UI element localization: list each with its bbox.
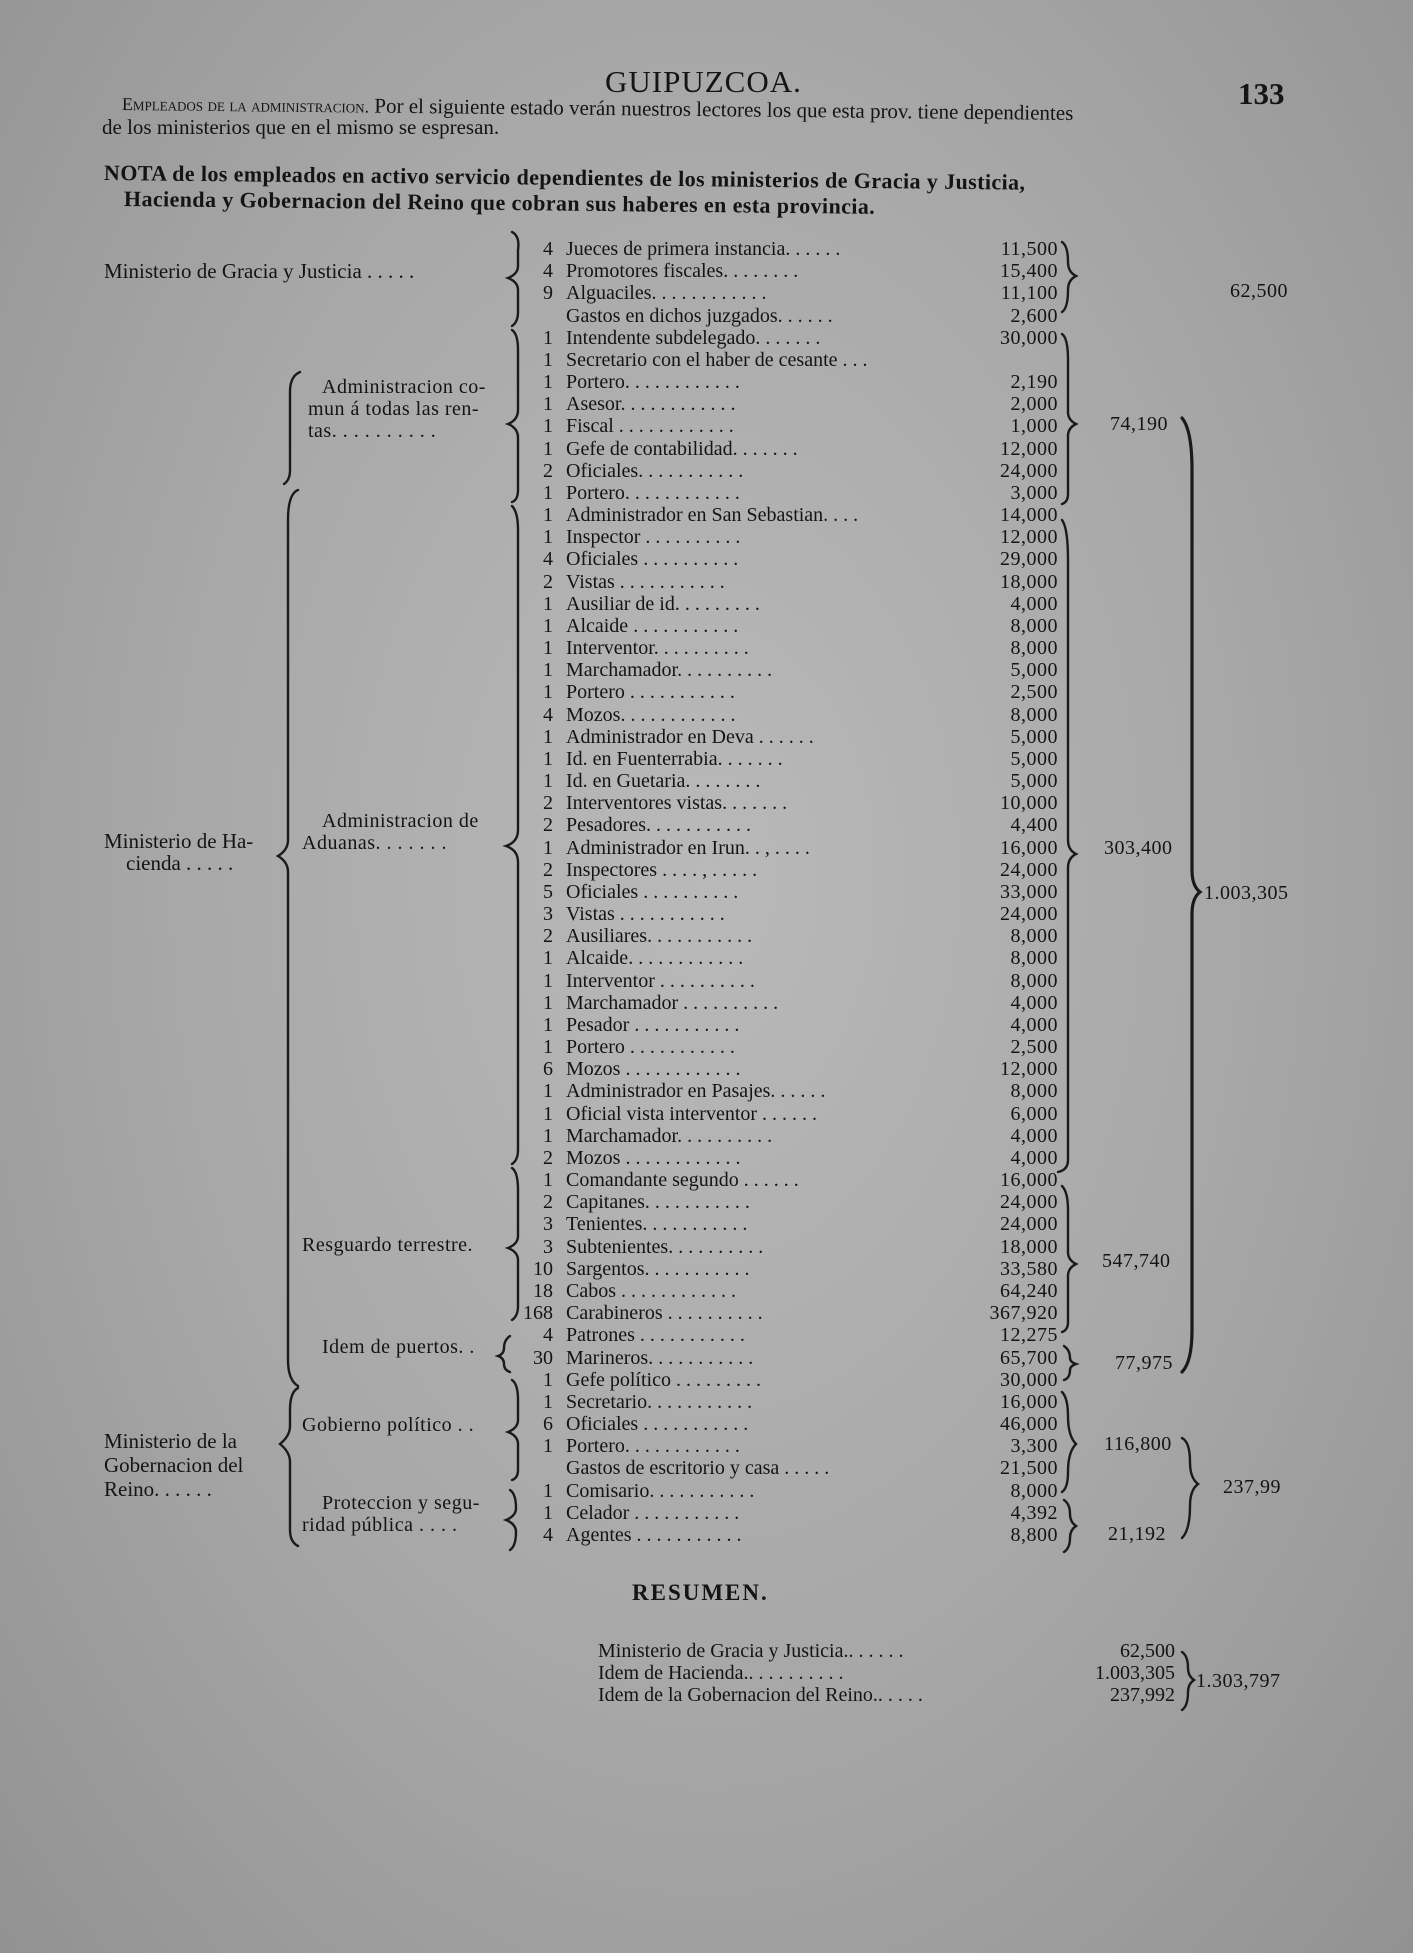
row-count: 5 [543, 880, 553, 903]
row-count: 2 [543, 792, 553, 815]
row-description: Fiscal . . . . . . . . . . . . [566, 415, 734, 438]
row-amount: 5,000 [1010, 770, 1058, 793]
row-amount: 5,000 [1010, 725, 1058, 748]
row-amount: 8,000 [1010, 637, 1058, 660]
row-amount: 12,000 [1000, 437, 1058, 460]
row-amount: 367,920 [989, 1302, 1058, 1325]
row-description: Oficiales . . . . . . . . . . . [566, 1413, 749, 1435]
row-count: 30 [533, 1346, 553, 1369]
subcat-proteccion-1: Proteccion y segu- [322, 1492, 480, 1514]
row-count: 6 [543, 1413, 553, 1435]
row-description: Inspector . . . . . . . . . . [566, 526, 741, 549]
row-description: Marchamador. . . . . . . . . . [566, 659, 773, 682]
row-count: 1 [543, 1390, 553, 1413]
row-count: 1 [543, 526, 553, 549]
row-count: 1 [543, 770, 553, 793]
row-count: 1 [543, 1102, 553, 1125]
row-amount: 3,300 [1010, 1435, 1058, 1458]
intro-text: Por el siguiente estado verán nuestros lectores los que esta prov. tiene dependientes [374, 93, 1074, 125]
brace-aduanas-right [1058, 520, 1076, 1172]
resumen-amount: 1.003,305 [1095, 1662, 1175, 1684]
row-count: 3 [543, 903, 553, 926]
row-count: 2 [543, 1191, 553, 1214]
row-amount: 24,000 [1000, 858, 1058, 881]
row-description: Marchamador . . . . . . . . . . [566, 991, 779, 1014]
resumen-heading: RESUMEN. [632, 1580, 769, 1605]
subtotal-puertos: 77,975 [1115, 1352, 1173, 1374]
subcat-admin-comun-2: mun á todas las ren- [308, 398, 480, 420]
row-count: 4 [543, 1523, 553, 1546]
row-description: Vistas . . . . . . . . . . . [566, 903, 725, 926]
row-count: 2 [543, 459, 553, 482]
row-amount: 24,000 [1000, 903, 1058, 926]
row-description: Mozos . . . . . . . . . . . . [566, 1146, 741, 1169]
resumen-amount: 237,992 [1110, 1684, 1175, 1706]
row-description: Administrador en San Sebastian. . . . [566, 504, 859, 527]
row-description: Oficiales . . . . . . . . . . [566, 880, 739, 903]
row-description: Alcaide . . . . . . . . . . . [566, 614, 739, 637]
row-description: Gefe de contabilidad. . . . . . . [566, 437, 798, 460]
row-amount: 8,800 [1010, 1523, 1058, 1546]
brace-puertos-right [1064, 1346, 1076, 1380]
row-description: Carabineros . . . . . . . . . . [566, 1302, 763, 1325]
row-amount: 24,000 [1000, 459, 1058, 482]
row-count: 1 [543, 614, 553, 637]
row-count: 1 [543, 747, 553, 770]
row-description: Pesadores. . . . . . . . . . . [566, 814, 751, 837]
row-amount: 12,000 [1000, 526, 1058, 549]
row-description: Marineros. . . . . . . . . . . [566, 1346, 754, 1369]
resumen-description: Ministerio de Gracia y Justicia.. . . . . . [598, 1640, 904, 1662]
row-description: Agentes . . . . . . . . . . . [566, 1523, 742, 1546]
row-count: 1 [543, 1479, 553, 1502]
row-amount: 29,000 [1000, 548, 1058, 571]
row-description: Oficiales . . . . . . . . . . [566, 548, 739, 571]
row-description: Subtenientes. . . . . . . . . . [566, 1235, 764, 1258]
subcat-gobierno-politico: Gobierno político . . [302, 1414, 475, 1436]
row-description: Marchamador. . . . . . . . . . [566, 1124, 773, 1147]
page-number: 133 [1238, 76, 1285, 111]
row-amount: 24,000 [1000, 1191, 1058, 1214]
row-amount: 8,000 [1010, 614, 1058, 637]
row-count: 2 [543, 570, 553, 593]
brace-admin-comun-sub [284, 372, 300, 484]
row-description: Interventor . . . . . . . . . . [566, 969, 755, 992]
row-description: Celador . . . . . . . . . . . [566, 1501, 740, 1524]
row-description: Gastos de escritorio y casa . . . . . [566, 1457, 830, 1480]
row-count: 9 [543, 282, 553, 305]
row-count: 1 [543, 991, 553, 1014]
category-hacienda-2: cienda . . . . . [126, 851, 234, 875]
brace-admin-comun-right [1062, 334, 1076, 504]
row-amount: 21,500 [1000, 1457, 1058, 1480]
category-gracia: Ministerio de Gracia y Justicia . . . . . [104, 259, 415, 283]
row-count: 1 [543, 415, 553, 438]
row-amount: 64,240 [1000, 1279, 1058, 1302]
row-description: Comandante segundo . . . . . . [566, 1169, 799, 1192]
brace-gobernacion-total [1182, 1438, 1198, 1538]
row-count: 1 [543, 836, 553, 859]
row-description: Secretario con el haber de cesante . . . [566, 348, 868, 371]
row-amount: 65,700 [1000, 1346, 1058, 1369]
row-count: 1 [543, 437, 553, 460]
page-title: GUIPUZCOA. [605, 64, 802, 99]
subcat-resguardo: Resguardo terrestre. [302, 1234, 474, 1256]
row-description: Gastos en dichos juzgados. . . . . . [566, 304, 833, 327]
brace-gobierno-right [1062, 1392, 1076, 1492]
row-amount: 10,000 [1000, 792, 1058, 815]
row-count: 10 [533, 1257, 553, 1280]
row-amount: 5,000 [1010, 659, 1058, 682]
row-count: 4 [543, 260, 553, 283]
brace-admin-comun-left [508, 330, 518, 502]
subtotal-aduanas: 303,400 [1104, 837, 1173, 859]
row-amount: 24,000 [1000, 1213, 1058, 1236]
row-description: Portero . . . . . . . . . . . [566, 681, 735, 704]
row-description: Administrador en Irun. . , . . . . [566, 836, 810, 859]
row-amount: 4,000 [1010, 1146, 1058, 1169]
row-count: 3 [543, 1213, 553, 1236]
row-description: Alcaide. . . . . . . . . . . . [566, 947, 744, 970]
row-count: 6 [543, 1058, 553, 1081]
row-amount: 12,275 [1000, 1324, 1058, 1347]
row-amount: 8,000 [1010, 969, 1058, 992]
row-count: 1 [543, 504, 553, 527]
row-description: Id. en Guetaria. . . . . . . . [566, 770, 761, 793]
row-count: 4 [543, 1324, 553, 1347]
category-hacienda-1: Ministerio de Ha- [104, 829, 254, 853]
row-amount: 30,000 [1000, 1368, 1058, 1391]
row-description: Portero. . . . . . . . . . . . [566, 1435, 740, 1458]
intro-lead: Empleados de la administracion. [121, 94, 370, 117]
row-amount: 16,000 [1000, 836, 1058, 859]
row-amount: 18,000 [1000, 1235, 1058, 1258]
row-description: Patrones . . . . . . . . . . . [566, 1324, 745, 1347]
subtotal-gracia: 62,500 [1230, 280, 1288, 302]
resumen-description: Idem de Hacienda.. . . . . . . . . . [598, 1662, 844, 1684]
row-amount: 4,000 [1010, 592, 1058, 615]
row-description: Vistas . . . . . . . . . . . [566, 570, 725, 593]
row-description: Interventores vistas. . . . . . . [566, 792, 788, 815]
row-amount: 8,000 [1010, 703, 1058, 726]
row-count: 168 [523, 1302, 553, 1325]
intro-line-2: de los ministerios que en el mismo se espresan. [102, 115, 500, 139]
row-amount: 4,000 [1010, 1013, 1058, 1036]
row-amount: 8,000 [1010, 947, 1058, 970]
row-amount: 16,000 [1000, 1169, 1058, 1192]
row-amount: 1,000 [1010, 415, 1058, 438]
subtotal-gobierno-politico: 116,800 [1104, 1433, 1172, 1455]
row-amount: 33,000 [1000, 880, 1058, 903]
row-amount: 11,500 [1000, 238, 1058, 260]
row-description: Pesador . . . . . . . . . . . [566, 1013, 740, 1036]
row-amount: 4,400 [1010, 814, 1058, 837]
subtotal-hacienda-total: 1.003,305 [1204, 882, 1289, 904]
row-count: 4 [543, 238, 553, 260]
row-amount: 4,000 [1010, 991, 1058, 1014]
row-amount: 2,500 [1010, 1036, 1058, 1059]
row-count: 1 [543, 1501, 553, 1524]
row-amount: 3,000 [1010, 481, 1058, 504]
brace-gracia-left [508, 232, 518, 326]
subtotal-proteccion: 21,192 [1108, 1523, 1166, 1545]
row-count: 18 [533, 1279, 553, 1302]
brace-proteccion-left [506, 1490, 516, 1550]
row-count: 3 [543, 1235, 553, 1258]
brace-proteccion-right [1064, 1500, 1076, 1552]
row-count: 1 [543, 681, 553, 704]
row-description: Cabos . . . . . . . . . . . . [566, 1279, 736, 1302]
row-count: 1 [543, 659, 553, 682]
row-count: 1 [543, 637, 553, 660]
subtotal-admin-comun: 74,190 [1110, 413, 1168, 435]
row-description: Interventor. . . . . . . . . . [566, 637, 749, 660]
row-description: Portero. . . . . . . . . . . . [566, 371, 740, 394]
row-description: Ausiliares. . . . . . . . . . . [566, 925, 753, 948]
subcat-proteccion-2: ridad pública . . . . [302, 1514, 458, 1536]
row-count: 1 [543, 1036, 553, 1059]
row-description: Gefe político . . . . . . . . . [566, 1368, 761, 1391]
row-description: Oficiales. . . . . . . . . . . [566, 459, 744, 482]
subcat-admin-comun-3: tas. . . . . . . . . . [308, 420, 437, 442]
subcat-aduanas-1: Administracion de [322, 810, 479, 832]
row-count: 4 [543, 703, 553, 726]
resumen-amount: 62,500 [1120, 1640, 1175, 1662]
row-description: Portero. . . . . . . . . . . . [566, 481, 740, 504]
row-count: 1 [543, 969, 553, 992]
row-description: Promotores fiscales. . . . . . . . [566, 260, 799, 283]
row-amount: 12,000 [1000, 1058, 1058, 1081]
row-amount: 46,000 [1000, 1413, 1058, 1435]
row-count: 1 [543, 348, 553, 371]
row-description: Id. en Fuenterrabia. . . . . . . [566, 747, 783, 770]
row-description: Mozos. . . . . . . . . . . . [566, 703, 736, 726]
row-count: 1 [543, 1080, 553, 1103]
row-description: Capitanes. . . . . . . . . . . [566, 1191, 750, 1214]
row-amount: 4,000 [1010, 1124, 1058, 1147]
row-amount: 5,000 [1010, 747, 1058, 770]
row-count: 1 [543, 481, 553, 504]
brace-aduanas-left [506, 506, 518, 1164]
subtotal-resguardo: 547,740 [1102, 1250, 1171, 1272]
subtotal-gobernacion-total: 237,99 [1223, 1476, 1281, 1498]
row-count: 1 [543, 1013, 553, 1036]
row-count: 4 [543, 548, 553, 571]
brace-hacienda-total [1182, 418, 1200, 1372]
row-count: 1 [543, 1368, 553, 1391]
row-amount: 8,000 [1010, 1479, 1058, 1502]
row-amount: 2,190 [1010, 371, 1058, 394]
row-count: 2 [543, 925, 553, 948]
row-amount: 30,000 [1000, 326, 1058, 349]
row-description: Alguaciles. . . . . . . . . . . . [566, 282, 767, 305]
brace-resumen [1182, 1652, 1194, 1710]
row-description: Tenientes. . . . . . . . . . . [566, 1213, 748, 1236]
row-description: Administrador en Pasajes. . . . . . [566, 1080, 826, 1103]
row-count: 1 [543, 371, 553, 394]
row-description: Ausiliar de id. . . . . . . . . [566, 592, 760, 615]
row-count: 1 [543, 1124, 553, 1147]
row-description: Oficial vista interventor . . . . . . [566, 1102, 818, 1125]
row-amount: 2,600 [1010, 304, 1058, 327]
row-count: 1 [543, 725, 553, 748]
row-count: 2 [543, 1146, 553, 1169]
subcat-aduanas-2: Aduanas. . . . . . . [302, 832, 447, 854]
row-count: 1 [543, 592, 553, 615]
row-count: 1 [543, 1169, 553, 1192]
brace-gobierno-left [508, 1380, 518, 1480]
brace-hacienda-main [278, 490, 298, 1386]
category-gobernacion-2: Gobernacion del [104, 1453, 244, 1477]
row-amount: 18,000 [1000, 570, 1058, 593]
row-amount: 8,000 [1010, 925, 1058, 948]
row-amount: 11,100 [1000, 282, 1058, 305]
row-amount: 16,000 [1000, 1390, 1058, 1413]
nota-line-1: NOTA de los empleados en activo servicio dependientes de los ministerios de Gracia y Justicia, [103, 160, 1026, 195]
row-description: Sargentos. . . . . . . . . . . [566, 1257, 750, 1280]
brace-resguardo-right [1062, 1186, 1076, 1332]
row-amount: 15,400 [1000, 260, 1058, 283]
row-count: 1 [543, 947, 553, 970]
resumen-description: Idem de la Gobernacion del Reino.. . . . . [598, 1684, 923, 1706]
brace-resguardo-left [508, 1168, 518, 1320]
category-gobernacion-1: Ministerio de la [104, 1429, 237, 1453]
row-description: Mozos . . . . . . . . . . . . [566, 1058, 741, 1081]
row-description: Intendente subdelegado. . . . . . . [566, 326, 821, 349]
resumen-total: 1.303,797 [1196, 1670, 1281, 1692]
row-amount: 2,000 [1010, 393, 1058, 416]
brace-gobernacion-main [280, 1388, 298, 1546]
row-count: 2 [543, 814, 553, 837]
nota-line-2: Hacienda y Gobernacion del Reino que cobran sus haberes en esta provincia. [123, 186, 876, 219]
row-amount: 14,000 [1000, 504, 1058, 527]
row-count: 1 [543, 326, 553, 349]
row-count: 2 [543, 858, 553, 881]
row-description: Asesor. . . . . . . . . . . . [566, 393, 736, 416]
row-count: 1 [543, 1435, 553, 1458]
row-amount: 8,000 [1010, 1080, 1058, 1103]
subcat-admin-comun-1: Administracion co- [322, 376, 486, 398]
row-description: Portero . . . . . . . . . . . [566, 1036, 735, 1059]
row-amount: 2,500 [1010, 681, 1058, 704]
brace-puertos-left [498, 1336, 510, 1372]
row-description: Inspectores . . . . , . . . . . [566, 858, 758, 881]
category-gobernacion-3: Reino. . . . . . [104, 1477, 212, 1501]
row-description: Secretario. . . . . . . . . . . [566, 1390, 753, 1413]
row-amount: 4,392 [1010, 1501, 1058, 1524]
brace-gracia-right [1062, 242, 1076, 312]
row-amount: 33,580 [1000, 1257, 1058, 1280]
row-description: Administrador en Deva . . . . . . [566, 725, 814, 748]
subcat-puertos: Idem de puertos. . [322, 1336, 475, 1358]
row-amount: 6,000 [1010, 1102, 1058, 1125]
row-description: Jueces de primera instancia. . . . . . [566, 238, 841, 260]
row-count: 1 [543, 393, 553, 416]
row-description: Comisario. . . . . . . . . . . [566, 1479, 755, 1502]
